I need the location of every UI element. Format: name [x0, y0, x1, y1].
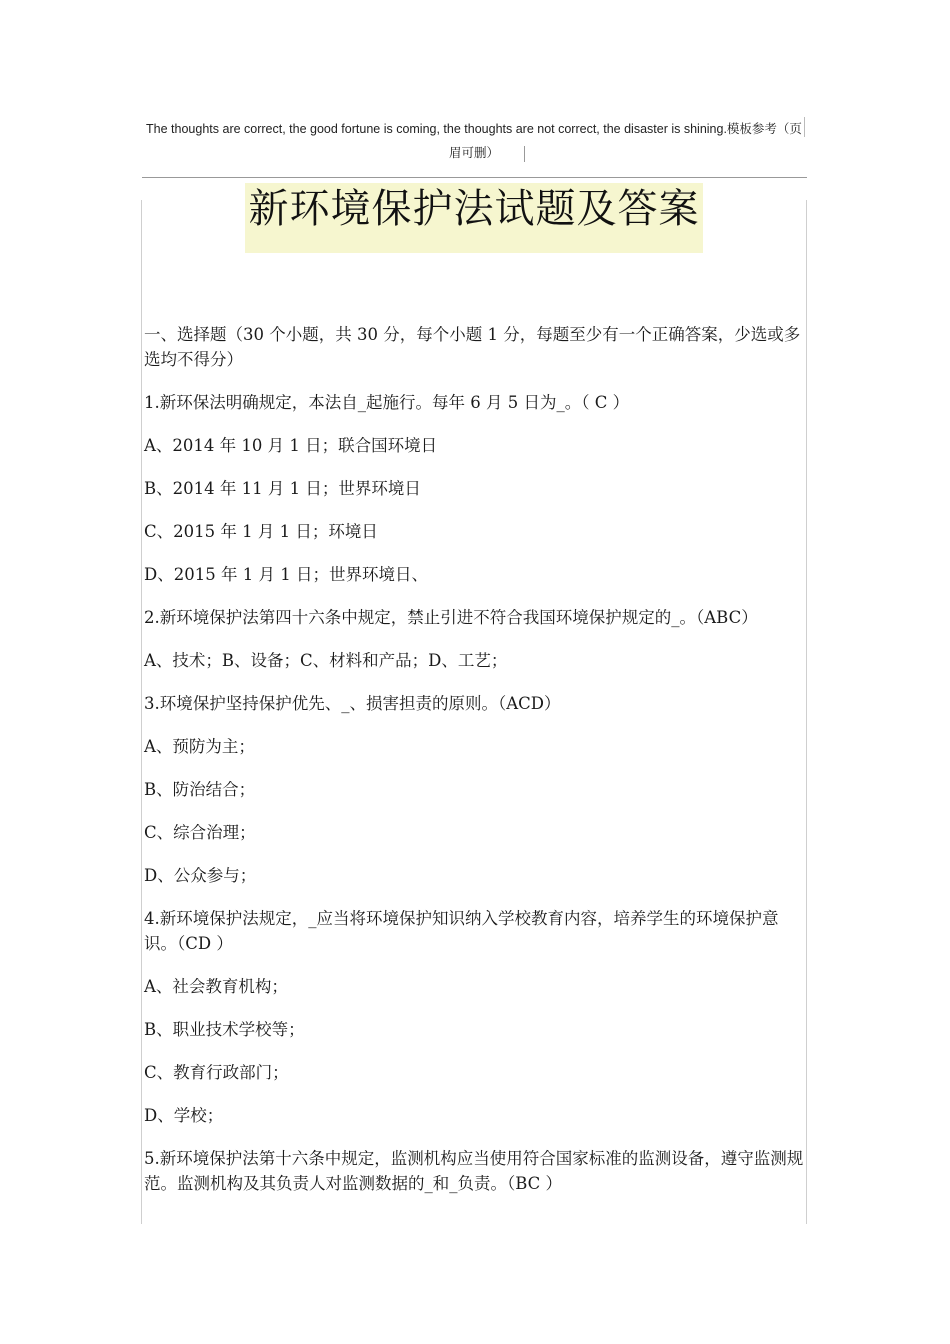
question-option: D、2015 年 1 月 1 日；世界环境日、: [144, 565, 428, 584]
question-stem: 1.新环保法明确规定，本法自_起施行。每年 6 月 5 日为_。（ C ）: [144, 393, 630, 412]
header-box-edge: [524, 146, 525, 162]
question-option: C、教育行政部门；: [144, 1063, 289, 1082]
question-option: C、综合治理；: [144, 823, 256, 842]
question-stem: 3.环境保护坚持保护优先、_、损害担责的原则。（ACD）: [144, 694, 561, 713]
question-option: B、2014 年 11 月 1 日；世界环境日: [144, 479, 421, 498]
question-stem: 4.新环境保护法规定，_应当将环境保护知识纳入学校教育内容，培养学生的环境保护意识。（CD ）: [144, 909, 779, 953]
question-option: B、防治结合；: [144, 780, 256, 799]
section-heading: 一、选择题（30 个小题，共 30 分，每个小题 1 分，每题至少有一个正确答案，少选或多选均不得分）: [144, 325, 801, 369]
question-option: A、技术；B、设备；C、材料和产品；D、工艺；: [144, 651, 508, 670]
question-option: C、2015 年 1 月 1 日；环境日: [144, 522, 378, 541]
question-option: A、预防为主；: [144, 737, 255, 756]
question-option: D、公众参与；: [144, 866, 257, 885]
header-divider: [142, 177, 807, 178]
page-header: [143, 117, 805, 165]
header-box-edge: [804, 117, 805, 137]
page-border-right: [806, 200, 807, 1224]
header-tagline: The thoughts are correct, the good fortune is coming, the thoughts are not correct, the disaster is shining.模板参考（页眉可删）: [146, 122, 802, 160]
question-option: A、2014 年 10 月 1 日；联合国环境日: [144, 436, 438, 455]
question-option: D、学校；: [144, 1106, 224, 1125]
question-option: B、职业技术学校等；: [144, 1020, 305, 1039]
document-body: [144, 322, 806, 1196]
page-title: 新环境保护法试题及答案: [248, 186, 700, 232]
page-border-left: [141, 200, 142, 1224]
question-stem: 2.新环境保护法第四十六条中规定，禁止引进不符合我国环境保护规定的_。（ABC）: [144, 608, 758, 627]
question-stem: 5.新环境保护法第十六条中规定，监测机构应当使用符合国家标准的监测设备，遵守监测规范。监测机构及其负责人对监测数据的_和_负责。（BC ）: [144, 1149, 804, 1193]
question-option: A、社会教育机构；: [144, 977, 288, 996]
